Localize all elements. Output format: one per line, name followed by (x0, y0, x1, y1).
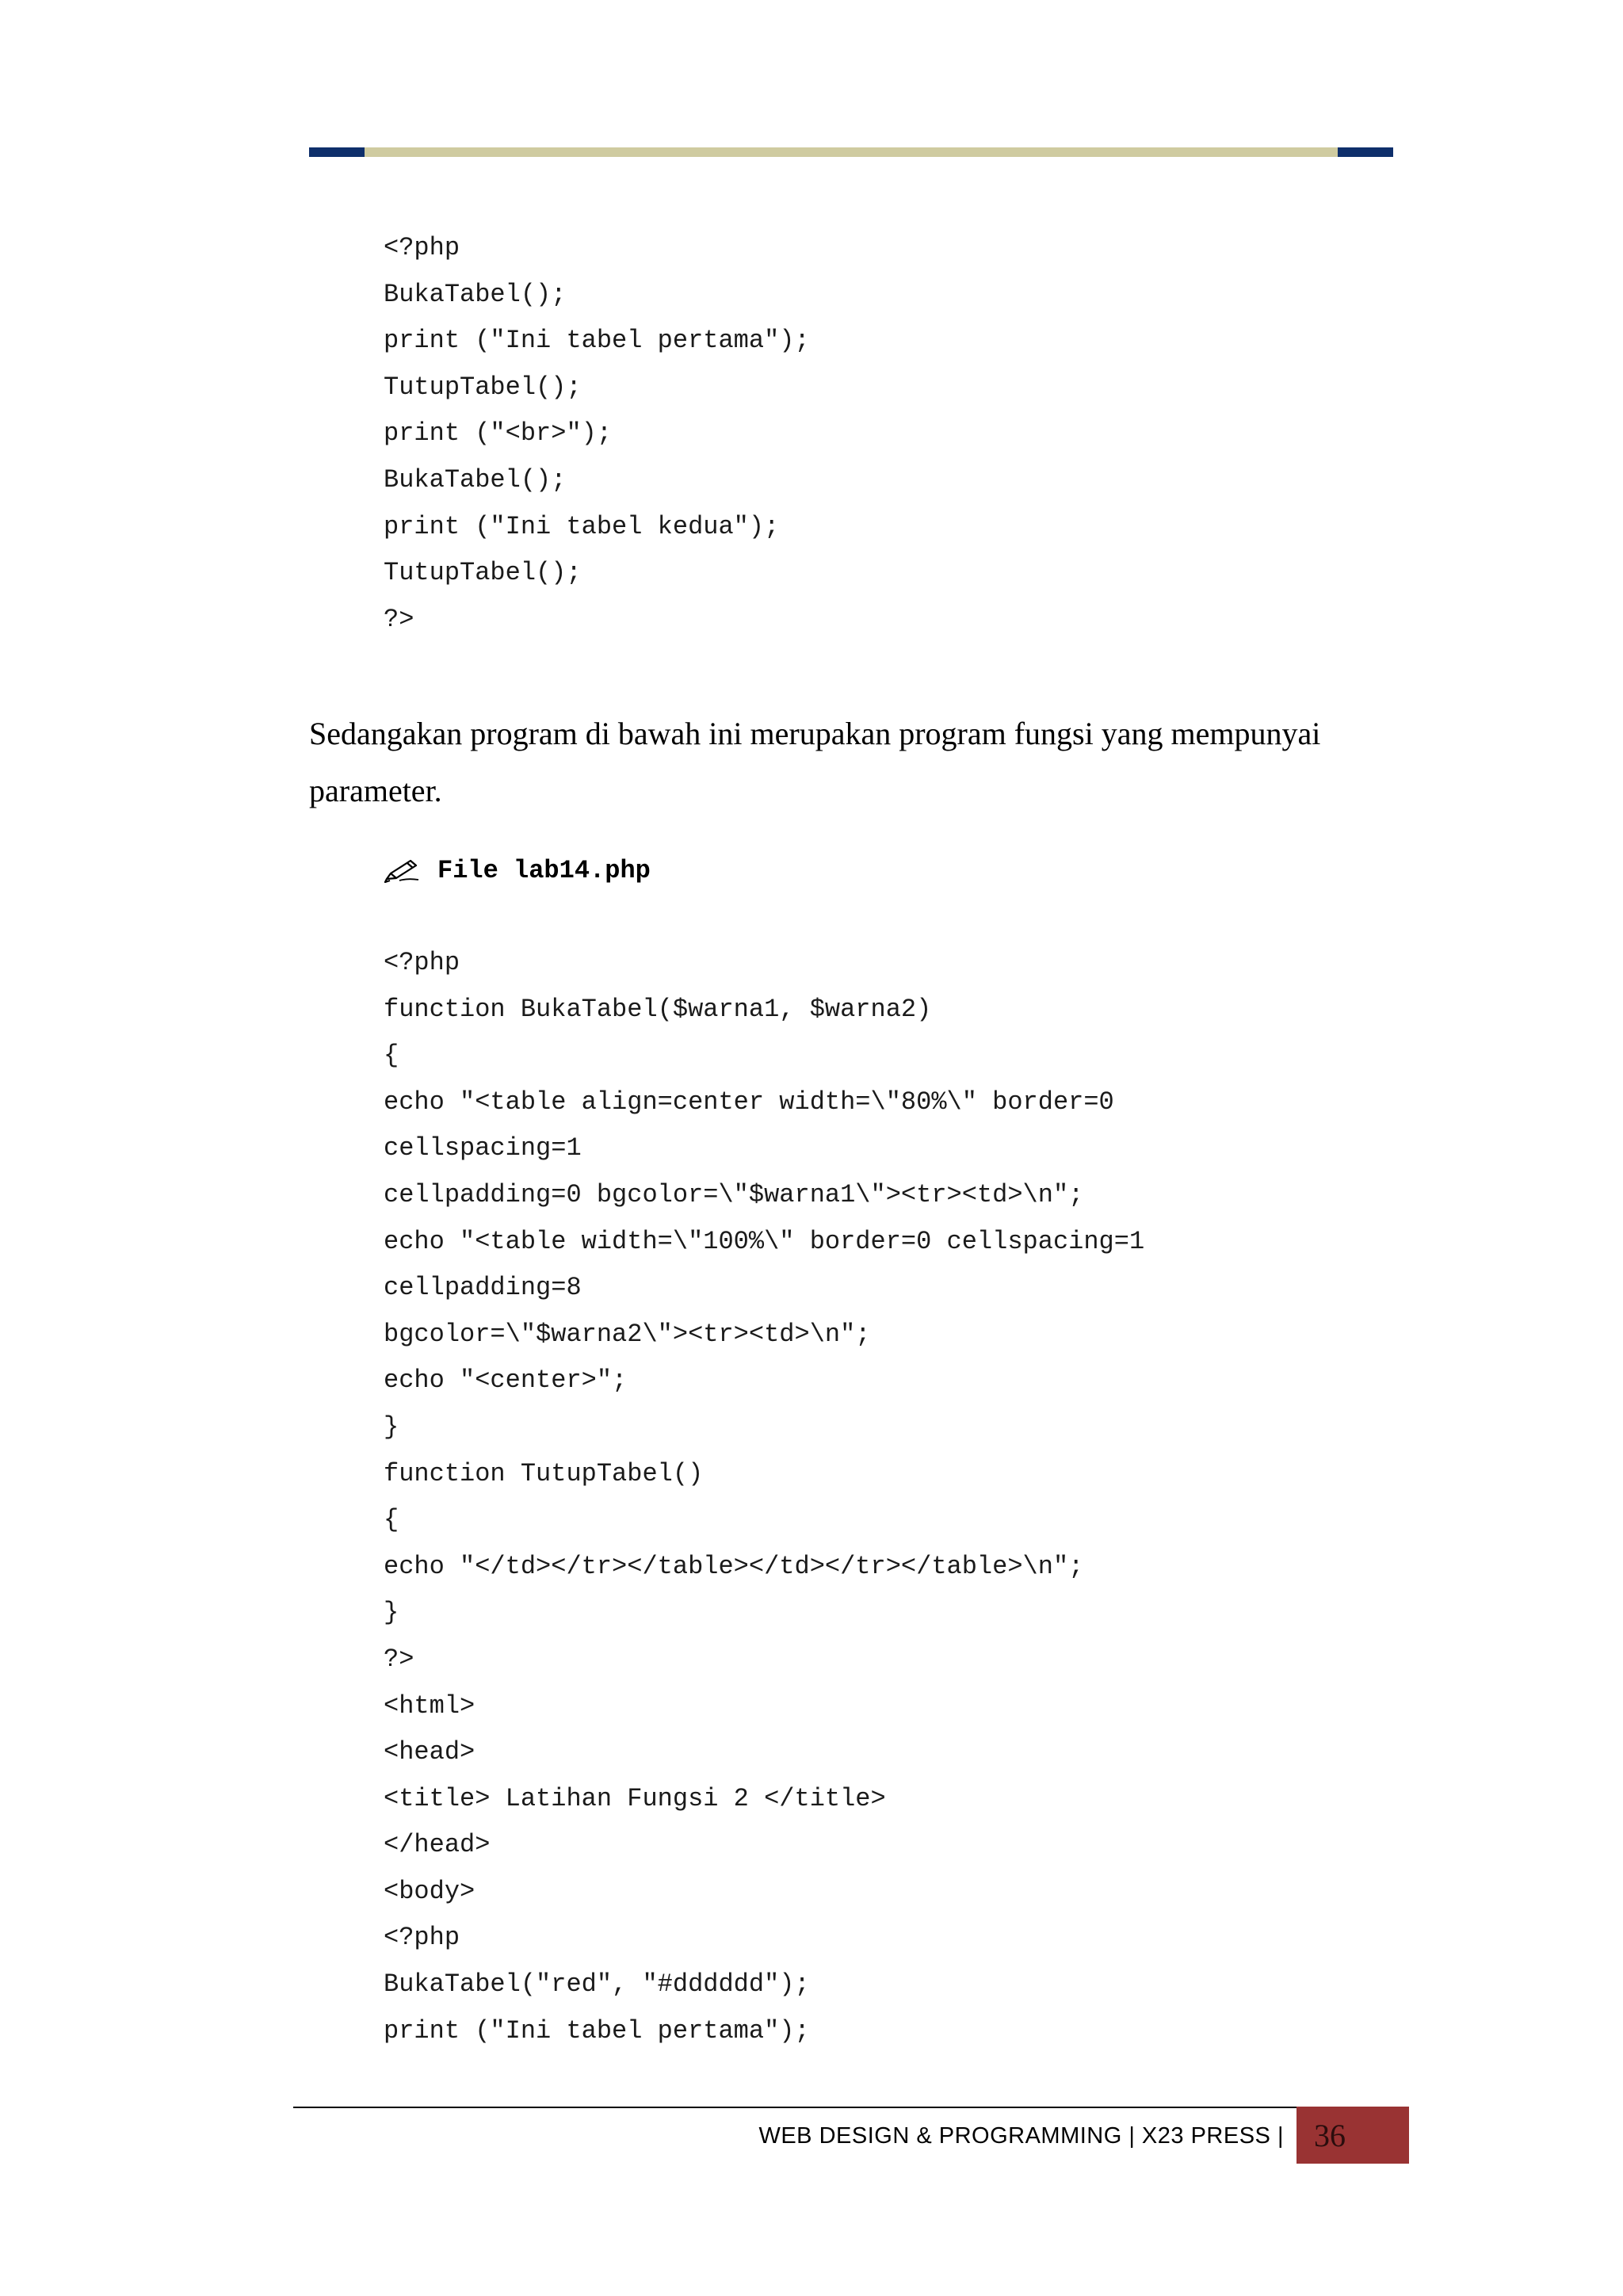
code-line: cellpadding=8 (384, 1273, 582, 1303)
code-line: print ("Ini tabel pertama"); (384, 2015, 810, 2046)
code-line: function BukaTabel($warna1, $warna2) (384, 994, 932, 1024)
code-block-first (384, 225, 810, 643)
footer-rule (293, 2107, 1296, 2108)
footer-title: WEB DESIGN & PROGRAMMING | X23 PRESS | (758, 2123, 1284, 2149)
code-line: TutupTabel(); (384, 372, 582, 402)
code-line: echo "</td></tr></table></td></tr></table>\n"; (384, 1551, 1084, 1581)
header-decorative-bar (309, 147, 1393, 157)
code-line: bgcolor=\"$warna2\"><tr><td>\n"; (384, 1319, 871, 1349)
code-line: TutupTabel(); (384, 558, 582, 588)
code-line: <?php (384, 1923, 460, 1953)
code-line: <?php (384, 948, 460, 977)
file-name-label: File lab14.php (437, 855, 651, 885)
code-line: { (384, 1041, 399, 1071)
code-line: <title> Latihan Fungsi 2 </title> (384, 1783, 886, 1813)
code-block-lab14 (384, 940, 1144, 2054)
code-line: { (384, 1505, 399, 1535)
code-line: echo "<center>"; (384, 1366, 628, 1396)
code-line: BukaTabel(); (384, 279, 567, 309)
code-line: <?php (384, 233, 460, 262)
code-line: function TutupTabel() (384, 1458, 704, 1488)
page-number: 36 (1314, 2117, 1346, 2153)
code-line: <body> (384, 1876, 475, 1906)
code-line: BukaTabel("red", "#dddddd"); (384, 1969, 810, 2000)
code-line: print ("Ini tabel kedua"); (384, 511, 780, 541)
page-number-box (1296, 2107, 1409, 2164)
code-line: <head> (384, 1737, 475, 1767)
code-line: } (384, 1412, 399, 1442)
code-line: BukaTabel(); (384, 464, 567, 495)
code-line: echo "<table width=\"100%\" border=0 cellspacing=1 (384, 1226, 1145, 1256)
body-paragraph: Sedangakan program di bawah ini merupakan program fungsi yang mempunyai parameter. (309, 716, 1321, 808)
file-label (384, 846, 651, 894)
code-line: <html> (384, 1690, 475, 1721)
code-line: </head> (384, 1830, 491, 1860)
code-line: cellspacing=1 (384, 1133, 582, 1163)
pencil-icon (384, 858, 420, 883)
code-line: print ("<br>"); (384, 418, 613, 449)
code-line: ?> (384, 1644, 414, 1674)
code-line: echo "<table align=center width=\"80%\" border=0 (384, 1087, 1114, 1117)
header-bar-right-cap (1338, 147, 1393, 157)
code-line: ?> (384, 604, 414, 634)
code-line: } (384, 1598, 399, 1628)
code-line: print ("Ini tabel pertama"); (384, 326, 810, 356)
header-bar-left-cap (309, 147, 365, 157)
code-line: cellpadding=0 bgcolor=\"$warna1\"><tr><td>\n"; (384, 1179, 1084, 1209)
